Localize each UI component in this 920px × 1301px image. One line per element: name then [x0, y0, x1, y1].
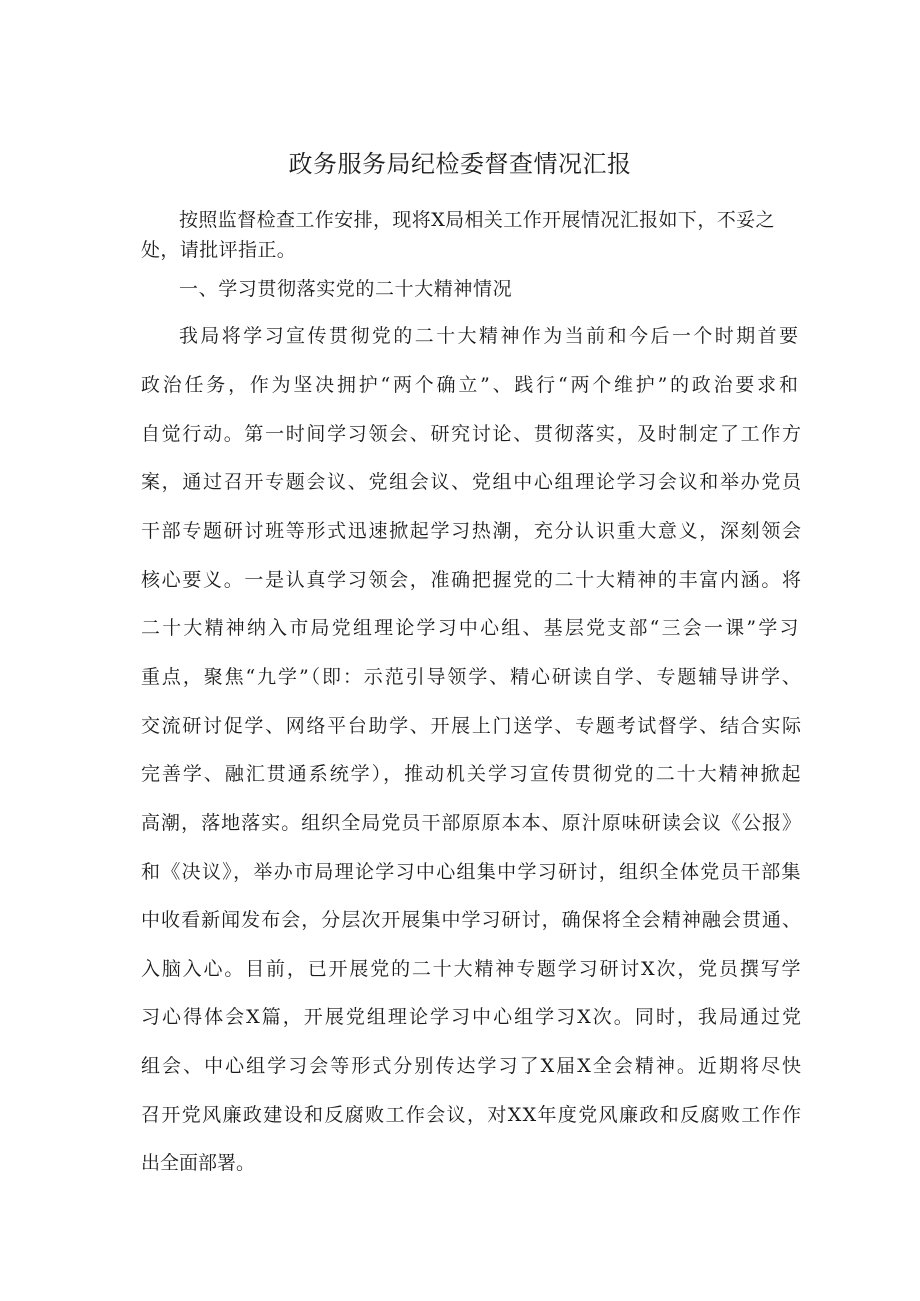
- body-line: 入脑入心。目前，已开展党的二十大精神专题学习研讨X次，党员撰写学: [141, 958, 803, 980]
- body-line: 核心要义。一是认真学习领会，准确把握党的二十大精神的丰富内涵。将: [141, 569, 803, 591]
- intro-paragraph: 按照监督检查工作安排，现将X局相关工作开展情况汇报如下，不妥之处，请批评指正。: [141, 209, 775, 261]
- body-line: 中收看新闻发布会，分层次开展集中学习研讨，确保将全会精神融会贯通、: [141, 909, 803, 931]
- body-line: 我局将学习宣传贯彻党的二十大精神作为当前和今后一个时期首要: [179, 325, 801, 347]
- section-heading: 一、学习贯彻落实党的二十大精神情况: [179, 278, 513, 300]
- body-line: 重点，聚焦“九学”（即：示范引导领学、精心研读自学、专题辅导讲学、: [141, 666, 803, 688]
- body-line: 组会、中心组学习会等形式分别传达学习了X届X全会精神。近期将尽快: [141, 1055, 804, 1077]
- body-line: 出全面部署。: [141, 1152, 256, 1174]
- body-line: 二十大精神纳入市局党组理论学习中心组、基层党支部“三会一课”学习: [141, 617, 801, 639]
- body-line: 高潮，落地落实。组织全局党员干部原原本本、原汁原味研读会议《公报》: [141, 812, 803, 834]
- body-line: 自觉行动。第一时间学习领会、研究讨论、贯彻落实，及时制定了工作方: [141, 423, 803, 445]
- body-line: 完善学、融汇贯通系统学），推动机关学习宣传贯彻党的二十大精神掀起: [141, 763, 803, 785]
- body-line: 政治任务，作为坚决拥护“两个确立”、践行“两个维护”的政治要求和: [141, 374, 801, 396]
- body-line: 干部专题研讨班等形式迅速掀起学习热潮，充分认识重大意义，深刻领会: [141, 520, 803, 542]
- body-line: 交流研讨促学、网络平台助学、开展上门送学、专题考试督学、结合实际: [141, 715, 803, 737]
- document-title: 政务服务局纪检委督查情况汇报: [288, 150, 632, 178]
- body-line: 案，通过召开专题会议、党组会议、党组中心组理论学习会议和举办党员: [141, 471, 803, 493]
- body-line: 召开党风廉政建设和反腐败工作会议，对XX年度党风廉政和反腐败工作作: [141, 1104, 803, 1126]
- body-line: 习心得体会X篇，开展党组理论学习中心组学习X次。同时，我局通过党: [141, 1006, 804, 1028]
- body-line: 和《决议》，举办市局理论学习中心组集中学习研讨，组织全体党员干部集: [141, 861, 802, 883]
